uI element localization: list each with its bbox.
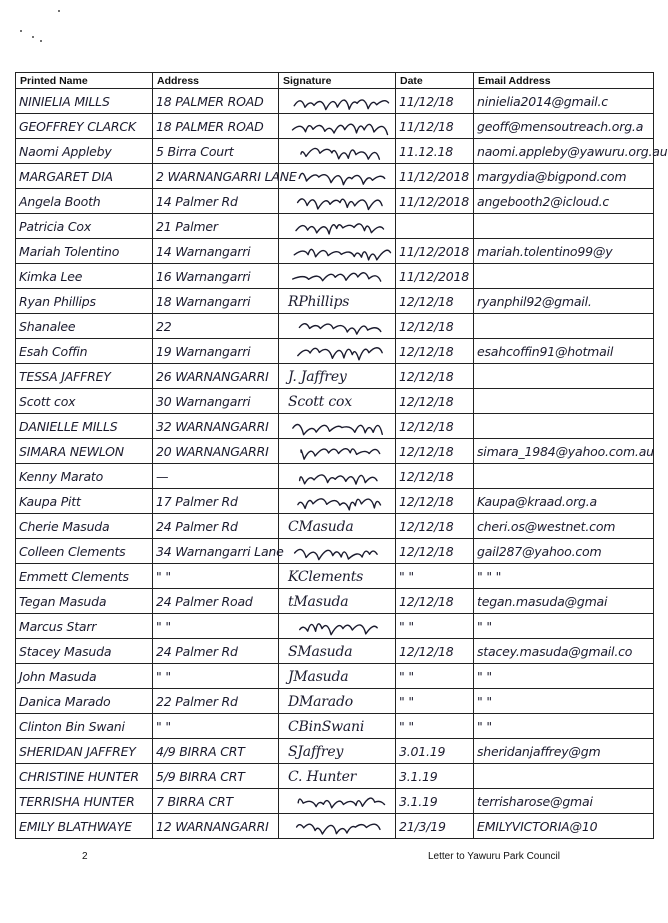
printed-name-cell: Emmett Clements: [16, 564, 153, 589]
handwritten-signature: [282, 290, 392, 312]
email-cell: [474, 464, 654, 489]
handwritten-signature: [282, 515, 392, 537]
table-row: [16, 464, 654, 489]
email-cell: [474, 364, 654, 389]
email-cell: simara_1984@yahoo.com.au: [474, 439, 654, 464]
page-footer: [0, 851, 653, 865]
date-cell: 12/12/18: [396, 389, 474, 414]
date-cell: " ": [396, 714, 474, 739]
date-cell: 3.1.19: [396, 764, 474, 789]
address-cell: " ": [153, 714, 279, 739]
header-email: Email Address: [474, 73, 654, 89]
signature-text: SMasuda: [288, 644, 353, 660]
address-cell: 30 Warnangarri: [153, 389, 279, 414]
date-cell: 11.12.18: [396, 139, 474, 164]
page-number: 2: [82, 851, 88, 862]
date-cell: 11/12/2018: [396, 264, 474, 289]
signature-scribble: [299, 173, 385, 184]
signature-cell: [279, 464, 396, 489]
address-cell: " ": [153, 614, 279, 639]
signature-cell: [279, 639, 396, 664]
signature-scribble: [298, 798, 384, 808]
address-cell: 21 Palmer: [153, 214, 279, 239]
signature-text: CMasuda: [288, 519, 354, 535]
handwritten-signature: [282, 440, 392, 462]
signature-cell: [279, 489, 396, 514]
address-cell: " ": [153, 664, 279, 689]
handwritten-signature: [282, 490, 392, 512]
date-cell: 12/12/18: [396, 464, 474, 489]
address-cell: 18 PALMER ROAD: [153, 114, 279, 139]
date-cell: 12/12/18: [396, 514, 474, 539]
email-cell: Kaupa@kraad.org.a: [474, 489, 654, 514]
address-cell: 5 Birra Court: [153, 139, 279, 164]
printed-name-cell: EMILY BLATHWAYE: [16, 814, 153, 839]
address-cell: 18 PALMER ROAD: [153, 89, 279, 114]
signature-text: JMasuda: [288, 669, 349, 685]
address-cell: 4/9 BIRRA CRT: [153, 739, 279, 764]
signature-text: J. Jaffrey: [288, 369, 347, 385]
table-row: [16, 739, 654, 764]
table-row: [16, 389, 654, 414]
signature-scribble: [298, 348, 382, 360]
table-row: [16, 339, 654, 364]
table-row: [16, 139, 654, 164]
table-row: [16, 514, 654, 539]
signature-scribble: [298, 199, 383, 210]
printed-name-cell: Angela Booth: [16, 189, 153, 214]
table-row: [16, 689, 654, 714]
signature-cell: [279, 764, 396, 789]
printed-name-cell: John Masuda: [16, 664, 153, 689]
address-cell: 16 Warnangarri: [153, 264, 279, 289]
date-cell: 12/12/18: [396, 589, 474, 614]
table-row: [16, 164, 654, 189]
table-row: [16, 489, 654, 514]
table-row: [16, 289, 654, 314]
handwritten-signature: [282, 690, 392, 712]
signature-scribble: [301, 449, 380, 460]
table-row: [16, 414, 654, 439]
table-row: [16, 639, 654, 664]
email-cell: cheri.os@westnet.com: [474, 514, 654, 539]
signature-cell: [279, 239, 396, 264]
date-cell: 11/12/2018: [396, 239, 474, 264]
signature-text: C. Hunter: [288, 769, 357, 785]
date-cell: 12/12/18: [396, 289, 474, 314]
date-cell: 12/12/18: [396, 639, 474, 664]
signature-cell: [279, 789, 396, 814]
signature-cell: [279, 539, 396, 564]
printed-name-cell: Stacey Masuda: [16, 639, 153, 664]
signature-cell: [279, 664, 396, 689]
address-cell: 14 Warnangarri: [153, 239, 279, 264]
signature-cell: [279, 714, 396, 739]
printed-name-cell: Clinton Bin Swani: [16, 714, 153, 739]
email-cell: " ": [474, 714, 654, 739]
address-cell: 22 Palmer Rd: [153, 689, 279, 714]
document-title: Letter to Yawuru Park Council: [428, 851, 560, 862]
email-cell: esahcoffin91@hotmail: [474, 339, 654, 364]
signature-scribble: [293, 124, 388, 134]
handwritten-signature: [282, 315, 392, 337]
handwritten-signature: [282, 715, 392, 737]
signature-scribble: [293, 273, 381, 281]
handwritten-signature: [282, 615, 392, 637]
signature-scribble: [299, 324, 380, 334]
email-cell: ryanphil92@gmail.: [474, 289, 654, 314]
signature-text: Scott cox: [288, 394, 352, 410]
email-cell: angebooth2@icloud.c: [474, 189, 654, 214]
address-cell: 5/9 BIRRA CRT: [153, 764, 279, 789]
email-cell: " ": [474, 689, 654, 714]
handwritten-signature: [282, 790, 392, 812]
signature-cell: [279, 439, 396, 464]
email-cell: gail287@yahoo.com: [474, 539, 654, 564]
printed-name-cell: Kimka Lee: [16, 264, 153, 289]
date-cell: 21/3/19: [396, 814, 474, 839]
printed-name-cell: Ryan Phillips: [16, 289, 153, 314]
handwritten-signature: [282, 540, 392, 562]
address-cell: 18 Warnangarri: [153, 289, 279, 314]
signature-scribble: [301, 148, 380, 159]
handwritten-signature: [282, 365, 392, 387]
printed-name-cell: Tegan Masuda: [16, 589, 153, 614]
signature-cell: [279, 114, 396, 139]
printed-name-cell: TESSA JAFFREY: [16, 364, 153, 389]
printed-name-cell: Shanalee: [16, 314, 153, 339]
signature-table: [15, 72, 668, 839]
email-cell: stacey.masuda@gmail.co: [474, 639, 654, 664]
printed-name-cell: Esah Coffin: [16, 339, 153, 364]
signature-text: RPhillips: [288, 294, 350, 310]
signature-scribble: [293, 424, 383, 434]
table-row: [16, 614, 654, 639]
handwritten-signature: [282, 140, 392, 162]
handwritten-signature: [282, 640, 392, 662]
table-row: [16, 239, 654, 264]
printed-name-cell: Cherie Masuda: [16, 514, 153, 539]
address-cell: 24 Palmer Rd: [153, 639, 279, 664]
signature-cell: [279, 364, 396, 389]
date-cell: " ": [396, 614, 474, 639]
email-cell: [474, 264, 654, 289]
table-row: [16, 664, 654, 689]
table-row: [16, 764, 654, 789]
signature-cell: [279, 414, 396, 439]
header-row: [16, 73, 654, 89]
signature-cell: [279, 514, 396, 539]
date-cell: 12/12/18: [396, 364, 474, 389]
table-row: [16, 89, 654, 114]
printed-name-cell: DANIELLE MILLS: [16, 414, 153, 439]
signature-text: DMarado: [288, 694, 353, 710]
date-cell: 11/12/18: [396, 114, 474, 139]
email-cell: tegan.masuda@gmai: [474, 589, 654, 614]
header-date: Date: [396, 73, 474, 89]
signature-cell: [279, 189, 396, 214]
handwritten-signature: [282, 465, 392, 487]
address-cell: 26 WARNANGARRI: [153, 364, 279, 389]
signature-cell: [279, 739, 396, 764]
handwritten-signature: [282, 115, 392, 137]
date-cell: 12/12/18: [396, 489, 474, 514]
email-cell: " ": [474, 664, 654, 689]
printed-name-cell: Mariah Tolentino: [16, 239, 153, 264]
address-cell: 14 Palmer Rd: [153, 189, 279, 214]
handwritten-signature: [282, 265, 392, 287]
address-cell: 2 WARNANGARRI LANE: [153, 164, 279, 189]
handwritten-signature: [282, 740, 392, 762]
printed-name-cell: CHRISTINE HUNTER: [16, 764, 153, 789]
address-cell: 24 Palmer Rd: [153, 514, 279, 539]
table-row: [16, 589, 654, 614]
address-cell: —: [153, 464, 279, 489]
email-cell: [474, 414, 654, 439]
email-cell: [474, 314, 654, 339]
printed-name-cell: Naomi Appleby: [16, 139, 153, 164]
address-cell: 17 Palmer Rd: [153, 489, 279, 514]
handwritten-signature: [282, 90, 392, 112]
printed-name-cell: SHERIDAN JAFFREY: [16, 739, 153, 764]
signature-text: tMasuda: [288, 594, 349, 610]
email-cell: sheridanjaffrey@gm: [474, 739, 654, 764]
date-cell: 3.01.19: [396, 739, 474, 764]
email-cell: [474, 764, 654, 789]
signature-scribble: [294, 100, 388, 110]
table-row: [16, 314, 654, 339]
email-cell: EMILYVICTORIA@10: [474, 814, 654, 839]
signature-text: KClements: [288, 569, 364, 585]
email-cell: mariah.tolentino99@y: [474, 239, 654, 264]
signature-scribble: [300, 624, 378, 635]
address-cell: 22: [153, 314, 279, 339]
handwritten-signature: [282, 765, 392, 787]
header-address: Address: [153, 73, 279, 89]
printed-name-cell: GEOFFREY CLARCK: [16, 114, 153, 139]
date-cell: 11/12/18: [396, 89, 474, 114]
address-cell: 24 Palmer Road: [153, 589, 279, 614]
table-row: [16, 714, 654, 739]
email-cell: margydia@bigpond.com: [474, 164, 654, 189]
email-cell: " " ": [474, 564, 654, 589]
signature-scribble: [294, 249, 390, 260]
email-cell: [474, 214, 654, 239]
date-cell: [396, 214, 474, 239]
handwritten-signature: [282, 215, 392, 237]
signature-cell: [279, 264, 396, 289]
handwritten-signature: [282, 665, 392, 687]
email-cell: [474, 389, 654, 414]
signature-scribble: [297, 824, 380, 834]
signature-cell: [279, 339, 396, 364]
date-cell: 12/12/18: [396, 339, 474, 364]
address-cell: 32 WARNANGARRI: [153, 414, 279, 439]
table-row: [16, 214, 654, 239]
signature-scribble: [295, 549, 378, 559]
signature-cell: [279, 564, 396, 589]
table-body: [16, 89, 668, 839]
signature-cell: [279, 689, 396, 714]
signature-text: CBinSwani: [288, 719, 365, 735]
date-cell: 11/12/2018: [396, 189, 474, 214]
date-cell: 12/12/18: [396, 414, 474, 439]
address-cell: " ": [153, 564, 279, 589]
table-row: [16, 439, 654, 464]
table-row: [16, 189, 654, 214]
printed-name-cell: Patricia Cox: [16, 214, 153, 239]
table-row: [16, 539, 654, 564]
email-cell: geoff@mensoutreach.org.a: [474, 114, 654, 139]
table-row: [16, 264, 654, 289]
signature-scribble: [296, 224, 384, 234]
date-cell: 12/12/18: [396, 439, 474, 464]
address-cell: 20 WARNANGARRI: [153, 439, 279, 464]
scan-specks: [18, 6, 78, 46]
email-cell: terrisharose@gmai: [474, 789, 654, 814]
date-cell: " ": [396, 564, 474, 589]
date-cell: 3.1.19: [396, 789, 474, 814]
handwritten-signature: [282, 340, 392, 362]
date-cell: 11/12/2018: [396, 164, 474, 189]
address-cell: 7 BIRRA CRT: [153, 789, 279, 814]
date-cell: " ": [396, 689, 474, 714]
printed-name-cell: Danica Marado: [16, 689, 153, 714]
printed-name-cell: MARGARET DIA: [16, 164, 153, 189]
table-row: [16, 114, 654, 139]
address-cell: 12 WARNANGARRI: [153, 814, 279, 839]
handwritten-signature: [282, 390, 392, 412]
handwritten-signature: [282, 565, 392, 587]
table-row: [16, 814, 654, 839]
email-cell: " ": [474, 614, 654, 639]
date-cell: 12/12/18: [396, 539, 474, 564]
signature-cell: [279, 314, 396, 339]
signature-text: SJaffrey: [288, 744, 344, 760]
handwritten-signature: [282, 590, 392, 612]
handwritten-signature: [282, 415, 392, 437]
table-row: [16, 364, 654, 389]
signature-cell: [279, 89, 396, 114]
printed-name-cell: Kaupa Pitt: [16, 489, 153, 514]
header-signature: Signature: [279, 73, 396, 89]
address-cell: 34 Warnangarri Lane: [153, 539, 279, 564]
handwritten-signature: [282, 165, 392, 187]
signature-cell: [279, 139, 396, 164]
printed-name-cell: Colleen Clements: [16, 539, 153, 564]
signature-cell: [279, 389, 396, 414]
signature-cell: [279, 814, 396, 839]
email-cell: ninielia2014@gmail.c: [474, 89, 654, 114]
printed-name-cell: TERRISHA HUNTER: [16, 789, 153, 814]
printed-name-cell: Scott cox: [16, 389, 153, 414]
date-cell: " ": [396, 664, 474, 689]
date-cell: 12/12/18: [396, 314, 474, 339]
handwritten-signature: [282, 815, 392, 837]
printed-name-cell: NINIELIA MILLS: [16, 89, 153, 114]
handwritten-signature: [282, 240, 392, 262]
printed-name-cell: Kenny Marato: [16, 464, 153, 489]
handwritten-signature: [282, 190, 392, 212]
signature-scribble: [300, 475, 377, 484]
table-row: [16, 564, 654, 589]
address-cell: 19 Warnangarri: [153, 339, 279, 364]
table-row: [16, 789, 654, 814]
signature-cell: [279, 214, 396, 239]
header-printed-name: Printed Name: [16, 73, 153, 89]
printed-name-cell: SIMARA NEWLON: [16, 439, 153, 464]
signature-cell: [279, 289, 396, 314]
signature-scribble: [298, 499, 381, 510]
signature-cell: [279, 614, 396, 639]
signature-cell: [279, 589, 396, 614]
email-cell: naomi.appleby@yawuru.org.au: [474, 139, 654, 164]
printed-name-cell: Marcus Starr: [16, 614, 153, 639]
